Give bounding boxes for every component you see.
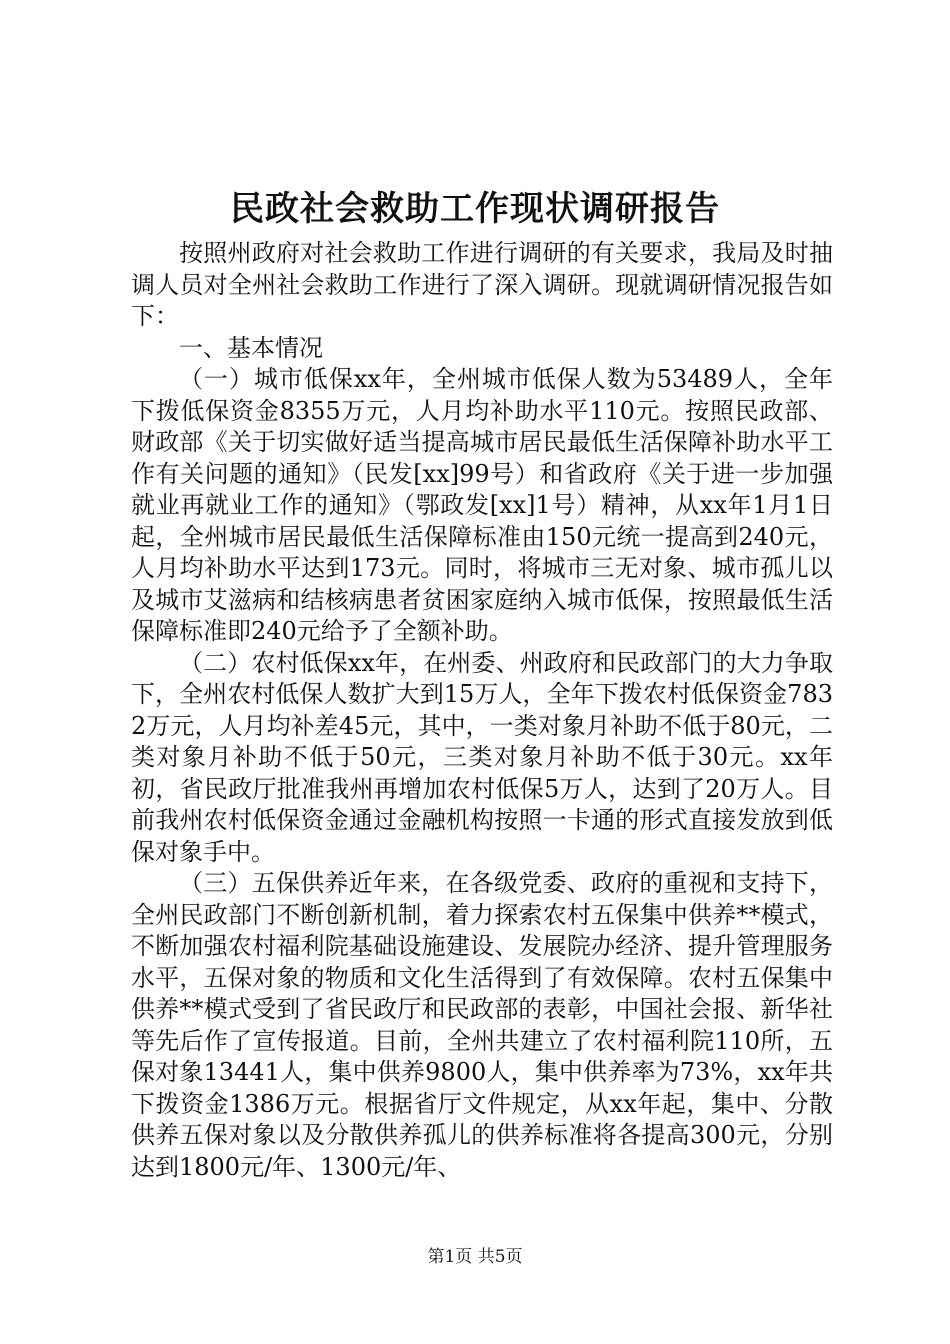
document-body	[131, 238, 833, 1183]
paragraph-intro: 按照州政府对社会救助工作进行调研的有关要求，我局及时抽调人员对全州社会救助工作进行了深入调研。现就调研情况报告如下：	[131, 239, 833, 330]
paragraph-rural-dibao: （二）农村低保xx年，在州委、州政府和民政部门的大力争取下，全州农村低保人数扩大到15万人，全年下拨农村低保资金7832万元，人月均补差45元，其中，一类对象月补助不低于80元，二类对象月补助不低于50元，三类对象月补助不低于30元。xx年初，省民政厅批准我州再增加农村低保5万人，达到了20万人。目前我州农村低保资金通过金融机构按照一卡通的形式直接发放到低保对象手中。	[131, 648, 833, 866]
section-heading-basic-situation: 一、基本情况	[179, 333, 323, 362]
document-title: 民政社会救助工作现状调研报告	[230, 189, 720, 229]
paragraph-urban-dibao: （一）城市低保xx年，全州城市低保人数为53489人，全年下拨低保资金8355万元，人月均补助水平110元。按照民政部、财政部《关于切实做好适当提高城市居民最低生活保障补助水平工作有关问题的通知》（民发[xx]99号）和省政府《关于进一步加强就业再就业工作的通知》（鄂政发[xx]1号）精神，从xx年1月1日起，全州城市居民最低生活保障标准由150元统一提高到240元，人月均补助水平达到173元。同时，将城市三无对象、城市孤儿以及城市艾滋病和结核病患者贫困家庭纳入城市低保，按照最低生活保障标准即240元给予了全额补助。	[131, 365, 833, 645]
page-number-footer: 第1页 共5页	[427, 1247, 523, 1267]
paragraph-wubao: （三）五保供养近年来，在各级党委、政府的重视和支持下，全州民政部门不断创新机制，着力探索农村五保集中供养**模式，不断加强农村福利院基础设施建设、发展院办经济、提升管理服务水平，五保对象的物质和文化生活得到了有效保障。农村五保集中供养**模式受到了省民政厅和民政部的表彰，中国社会报、新华社等先后作了宣传报道。目前，全州共建立了农村福利院110所，五保对象13441人，集中供养9800人，集中供养率为73%，xx年共下拨资金1386万元。根据省厅文件规定，从xx年起，集中、分散供养五保对象以及分散供养孤儿的供养标准将各提高300元，分别达到1800元/年、1300元/年、	[131, 869, 833, 1181]
